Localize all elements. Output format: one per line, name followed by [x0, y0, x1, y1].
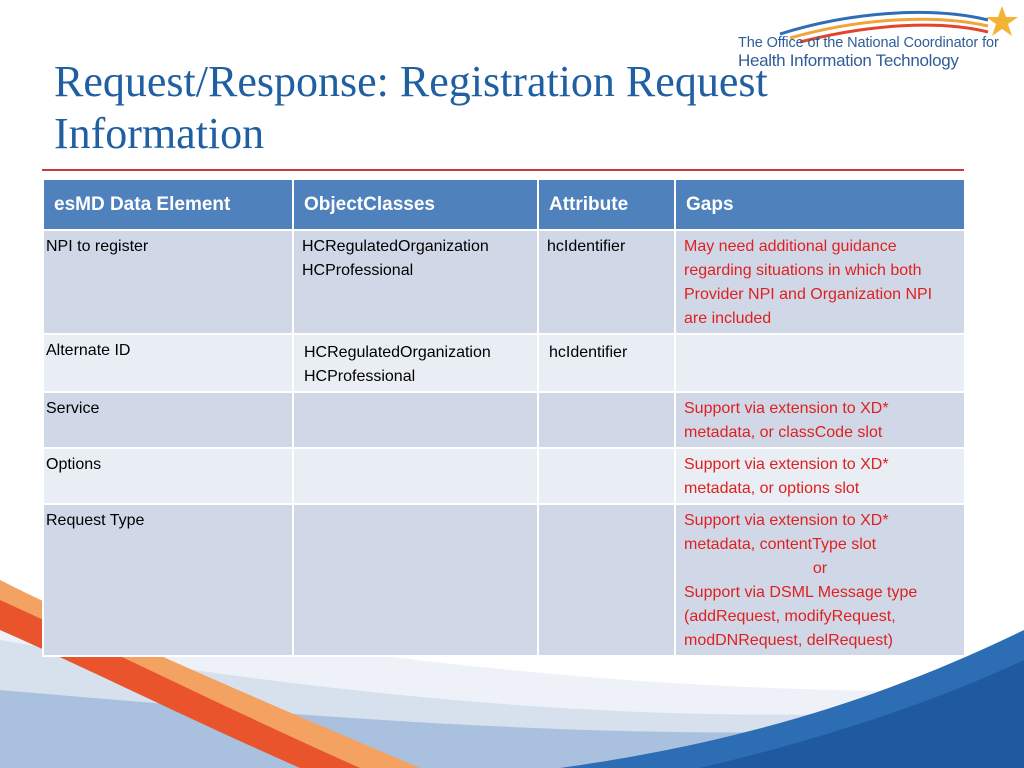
gap-text: May need additional guidance regarding situations in which both Provider NPI and Organization NPI are included: [684, 238, 933, 327]
table-row: [43, 392, 965, 448]
element-text: Alternate ID: [46, 342, 131, 359]
element-text: Options: [46, 456, 102, 473]
cell-gaps: [675, 448, 965, 504]
header-objectclasses: ObjectClasses: [293, 179, 538, 230]
attribute-text: hcIdentifier: [549, 344, 628, 361]
objectclass-item: HCRegulatedOrganization: [304, 344, 491, 361]
cell-gaps: [675, 230, 965, 334]
gap-text: Support via extension to XD* metadata, contentType slot: [684, 512, 889, 553]
cell-attribute: [538, 448, 675, 504]
element-text: Request Type: [46, 512, 145, 529]
cell-attribute: [538, 504, 675, 656]
gap-text: Support via DSML Message type (addRequest, modifyRequest, modDNRequest, delRequest): [684, 584, 918, 649]
header-gaps: Gaps: [675, 179, 965, 230]
logo-line2: Health Information Technology: [738, 51, 959, 70]
cell-objectclasses: [293, 448, 538, 504]
cell-element: [43, 392, 293, 448]
title-divider: [42, 169, 964, 171]
registration-table: [42, 178, 966, 657]
objectclass-item: HCProfessional: [302, 262, 414, 279]
cell-attribute: [538, 392, 675, 448]
attribute-text: hcIdentifier: [547, 238, 626, 255]
cell-element: [43, 504, 293, 656]
header-attribute: Attribute: [538, 179, 675, 230]
cell-gaps: [675, 392, 965, 448]
cell-objectclasses: [293, 230, 538, 334]
objectclass-item: HCProfessional: [304, 368, 416, 385]
gap-text: Support via extension to XD* metadata, or classCode slot: [684, 400, 889, 441]
cell-objectclasses: [293, 392, 538, 448]
gap-text: Support via extension to XD* metadata, or options slot: [684, 456, 889, 497]
cell-attribute: [538, 334, 675, 392]
element-text: Service: [46, 400, 100, 417]
cell-objectclasses: [293, 334, 538, 392]
slide-title: Request/Response: Registration Request Information: [54, 57, 768, 158]
cell-gaps: [675, 504, 965, 656]
cell-attribute: [538, 230, 675, 334]
table-row: [43, 230, 965, 334]
objectclass-item: HCRegulatedOrganization: [302, 238, 489, 255]
gap-or-text: or: [812, 560, 828, 577]
cell-element: [43, 448, 293, 504]
table-row: [43, 448, 965, 504]
cell-objectclasses: [293, 504, 538, 656]
logo-line1: The Office of the National Coordinator for: [738, 35, 999, 51]
header-esmd-data-element: esMD Data Element: [43, 179, 293, 230]
cell-gaps: [675, 334, 965, 392]
table-row: [43, 334, 965, 392]
table-row: [43, 504, 965, 656]
cell-element: [43, 230, 293, 334]
cell-element: [43, 334, 293, 392]
element-text: NPI to register: [46, 238, 149, 255]
table-header-row: [43, 179, 965, 230]
